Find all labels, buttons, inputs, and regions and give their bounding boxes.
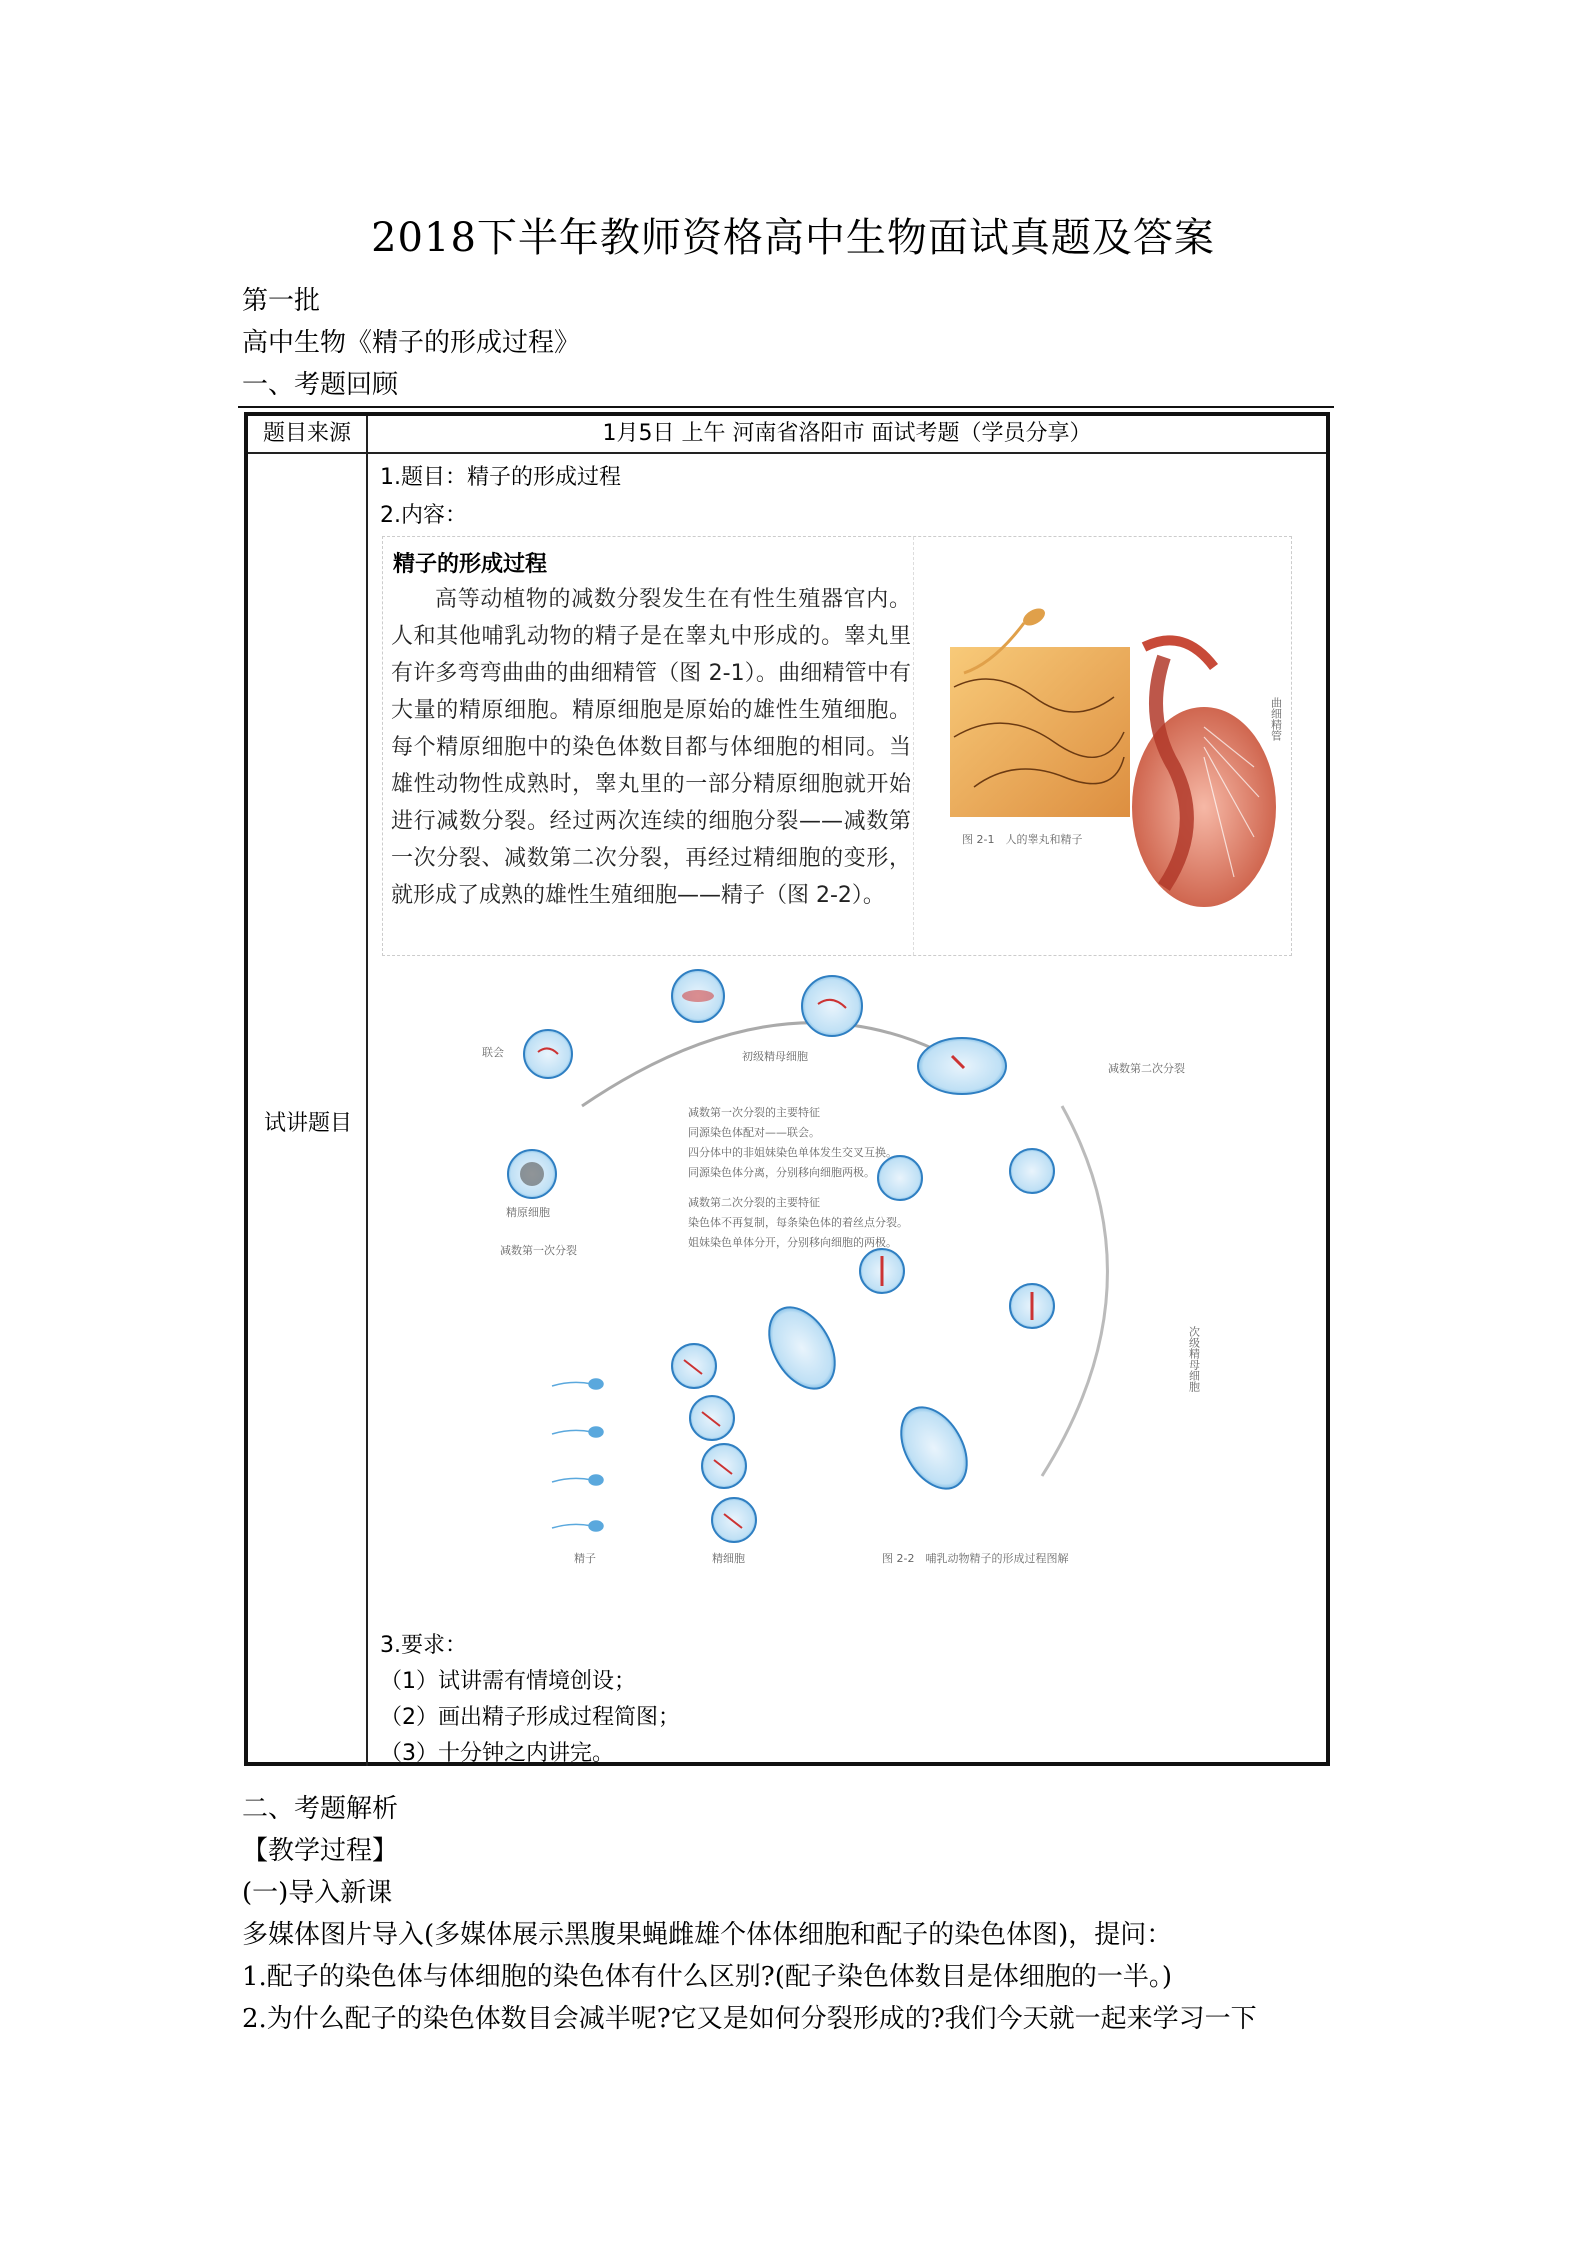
cell-synapsis [524, 1030, 572, 1078]
feature-notes [688, 1105, 908, 1249]
source-value: 1月5日 上午 河南省洛阳市 面试考题（学员分享） [602, 421, 1092, 446]
textbook-paragraph: 高等动植物的减数分裂发生在有性生殖器官内。人和其他哺乳动物的精子是在睾丸中形成的。睾丸里有许多弯弯曲曲的曲细精管（图 2-1）。曲细精管中有大量的精原细胞。精原细胞是原始的雄性生殖细胞。每个精原细胞中的染色体数目都与体细胞的相同。当雄性动物性成熟时，睾丸里的一部分精原细胞就开始进行减数分裂。经过两次连续的细胞分裂——减数第一次分裂、减数第二次分裂，再经过精细胞的变形，就形成了成熟的雄性生殖细胞——精子（图 2-2）。 [391, 587, 911, 908]
requirement-2: （2）画出精子形成过程简图； [380, 1705, 680, 1730]
subject-topic: 高中生物《精子的形成过程》 [242, 328, 581, 358]
label-synapsis: 联会 [482, 1046, 504, 1059]
cell-dividing-2 [756, 1296, 848, 1400]
section-heading-analysis: 二、考题解析 [242, 1794, 399, 1824]
label-meiosis-2: 减数第二次分裂 [1108, 1062, 1185, 1075]
cell-spermatid-2 [690, 1396, 734, 1440]
label-sperm: 精子 [574, 1552, 596, 1565]
label-meiosis-1: 减数第一次分裂 [500, 1244, 577, 1257]
textbook-title: 精子的形成过程 [393, 552, 548, 577]
note-7: 姐妹染色单体分开，分别移向细胞的两极。 [688, 1236, 897, 1249]
figure-label-tubule: 曲细精管 [1269, 697, 1283, 741]
paragraph-2: 1.配子的染色体与体细胞的染色体有什么区别?(配子染色体数目是体细胞的一半。) [242, 1962, 1173, 1992]
cell-spermatid-1 [672, 1344, 716, 1388]
table-header-row [248, 416, 1326, 454]
section-heading-review: 一、考题回顾 [242, 370, 399, 400]
cell-secondary-1 [878, 1156, 922, 1200]
exam-table [244, 412, 1330, 1766]
paragraph-3: 2.为什么配子的染色体数目会减半呢?它又是如何分裂形成的?我们今天就一起来学习一下 [242, 2004, 1257, 2034]
item-title: 1.题目：精子的形成过程 [380, 465, 621, 490]
cell-spermatid-4 [712, 1498, 756, 1542]
source-label: 题目来源 [248, 416, 368, 452]
cell-spermatid-3 [702, 1444, 746, 1488]
note-2: 同源染色体配对——联会。 [688, 1126, 820, 1139]
cell-primary-1 [672, 970, 724, 1022]
document-title: 2018下半年教师资格高中生物面试真题及答案 [371, 215, 1215, 261]
sperm-group [552, 1379, 603, 1531]
cell-secondary-4 [1010, 1284, 1054, 1328]
figure-testis [913, 537, 1292, 955]
note-6: 染色体不再复制，每条染色体的着丝点分裂。 [688, 1216, 908, 1229]
cell-secondary-2 [1010, 1149, 1054, 1193]
figure-caption-testis: 图 2-1 人的睾丸和精子 [962, 833, 1083, 846]
step-introduction: (一)导入新课 [242, 1878, 393, 1908]
note-5: 减数第二次分裂的主要特征 [688, 1196, 820, 1209]
label-primary-spermatocyte: 初级精母细胞 [742, 1050, 808, 1063]
textbook-excerpt [382, 536, 1292, 956]
note-3: 四分体中的非姐妹染色单体发生交叉互换。 [688, 1146, 897, 1159]
paragraph-1: 多媒体图片导入(多媒体展示黑腹果蝇雌雄个体体细胞和配子的染色体图)，提问： [242, 1920, 1173, 1950]
label-spermatogonium: 精原细胞 [506, 1206, 550, 1219]
label-spermatid: 精细胞 [712, 1552, 745, 1565]
cell-dividing-1 [918, 1038, 1006, 1094]
cell-dividing-3 [888, 1396, 980, 1500]
table-top-rule [238, 406, 1334, 408]
label-secondary-spermatocyte: 次级精母细胞 [1187, 1326, 1201, 1392]
cell-spermatogonium [508, 1150, 556, 1198]
item-requirements: 3.要求： [380, 1633, 467, 1658]
note-1: 减数第一次分裂的主要特征 [688, 1106, 820, 1119]
teaching-process-heading: 【教学过程】 [242, 1836, 399, 1866]
figure-spermatogenesis [382, 956, 1292, 1616]
figure-caption-spermatogenesis: 图 2-2 哺乳动物精子的形成过程图解 [882, 1552, 1069, 1565]
batch-label: 第一批 [242, 286, 321, 316]
note-4: 同源染色体分离，分别移向细胞两极。 [688, 1166, 875, 1179]
requirement-1: （1）试讲需有情境创设； [380, 1669, 636, 1694]
cell-primary-2 [802, 976, 862, 1036]
item-content: 2.内容： [380, 503, 467, 528]
body-label: 试讲题目 [263, 1111, 352, 1136]
cell-secondary-3 [860, 1249, 904, 1293]
requirement-3: （3）十分钟之内讲完。 [380, 1741, 614, 1766]
